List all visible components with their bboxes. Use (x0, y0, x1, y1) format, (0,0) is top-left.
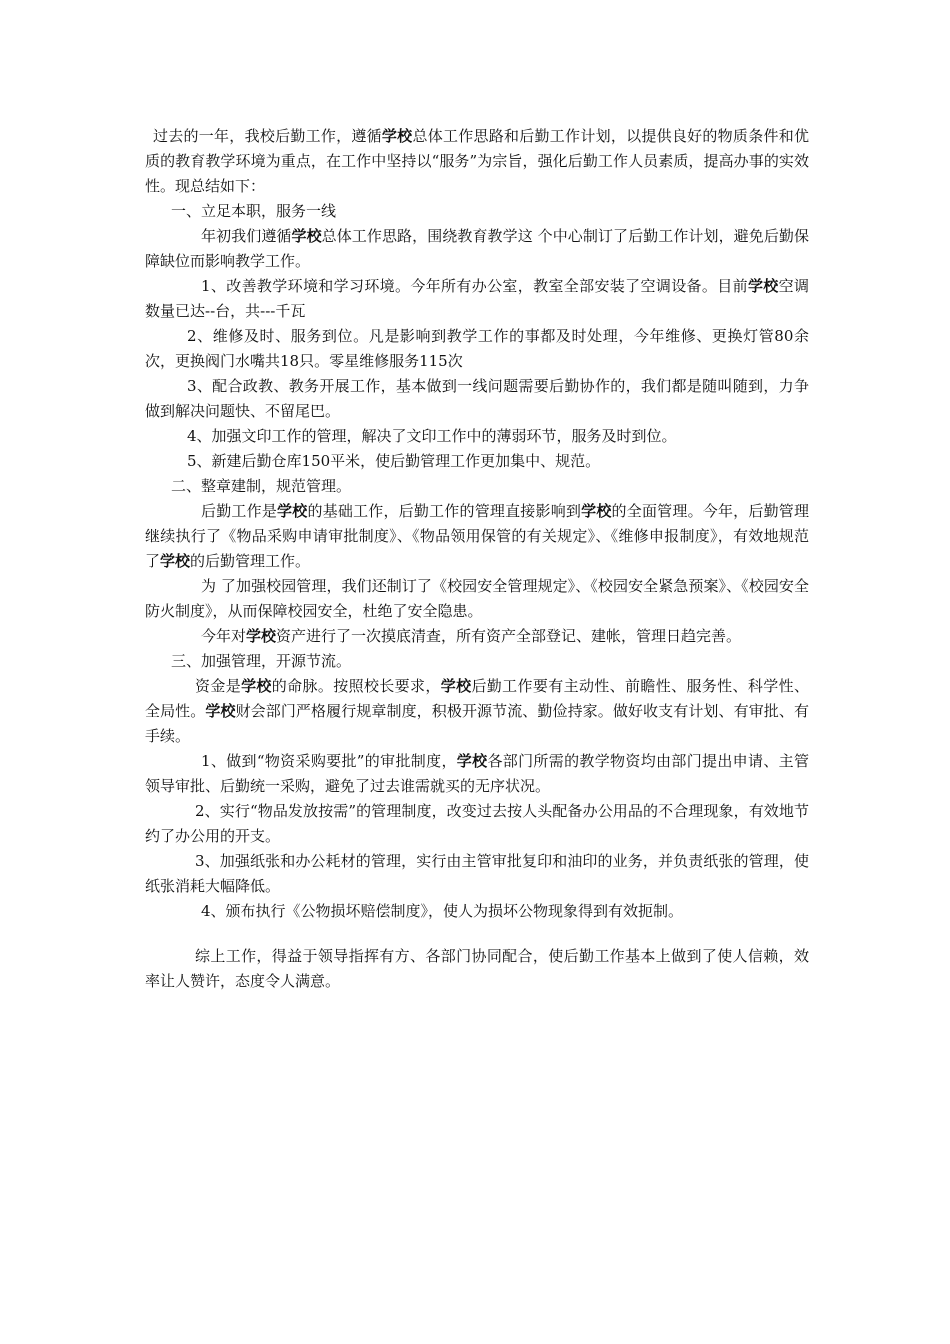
conclusion-paragraph: 综上工作，得益于领导指挥有方、各部门协同配合，使后勤工作基本上做到了使人信赖，效率让人赞许，态度令人满意。 (145, 947, 809, 990)
section1-item-5: 5、新建后勤仓库150平米，使后勤管理工作更加集中、规范。 (187, 452, 601, 470)
section-heading-2: 二、整章建制，规范管理。 (171, 477, 352, 495)
document-body (145, 124, 809, 994)
section2-paragraph-1: 后勤工作是学校的基础工作，后勤工作的管理直接影响到学校的全面管理。今年，后勤管理继续执行了《物品采购申请审批制度》、《物品领用保管的有关规定》、《维修申报制度》，有效地规范了学校的后勤管理工作。 (145, 502, 809, 570)
section2-paragraph-2: 为 了加强校园管理，我们还制订了《校园安全管理规定》、《校园安全紧急预案》、《校园安全防火制度》，从而保障校园安全，杜绝了安全隐患。 (145, 577, 809, 620)
section1-item-1: 1、改善教学环境和学习环境。今年所有办公室，教室全部安装了空调设备。目前学校空调数量已达--台，共---千瓦 (145, 277, 809, 320)
section2-paragraph-3: 今年对学校资产进行了一次摸底清查，所有资产全部登记、建帐，管理日趋完善。 (201, 627, 742, 645)
section1-item-3: 3、配合政教、教务开展工作，基本做到一线问题需要后勤协作的，我们都是随叫随到，力争做到解决问题快、不留尾巴。 (145, 377, 809, 420)
section1-item-2: 2、维修及时、服务到位。凡是影响到教学工作的事都及时处理，今年维修、更换灯管80余次，更换阀门水嘴共18只。零星维修服务115次 (145, 327, 809, 370)
section3-item-1: 1、做到“物资采购要批”的审批制度，学校各部门所需的教学物资均由部门提出申请、主管领导审批、后勤统一采购，避免了过去谁需就买的无序状况。 (145, 752, 809, 795)
paragraph-gap (145, 924, 809, 944)
section3-item-4: 4、颁布执行《公物损坏赔偿制度》，使人为损坏公物现象得到有效扼制。 (201, 902, 684, 920)
section1-paragraph: 年初我们遵循学校总体工作思路，围绕教育教学这 个中心制订了后勤工作计划，避免后勤保障缺位而影响教学工作。 (145, 227, 809, 270)
section3-paragraph: 资金是学校的命脉。按照校长要求，学校后勤工作要有主动性、前瞻性、服务性、科学性、全局性。学校财会部门严格履行规章制度，积极开源节流、勤俭持家。做好收支有计划、有审批、有手续。 (145, 677, 809, 745)
section3-item-3: 3、加强纸张和办公耗材的管理，实行由主管审批复印和油印的业务，并负责纸张的管理，使纸张消耗大幅降低。 (145, 852, 809, 895)
section-heading-1: 一、立足本职，服务一线 (171, 202, 337, 220)
intro-paragraph: 过去的一年，我校后勤工作，遵循学校总体工作思路和后勤工作计划，以提供良好的物质条件和优质的教育教学环境为重点，在工作中坚持以“服务”为宗旨，强化后勤工作人员素质，提高办事的实效性。现总结如下： (145, 127, 809, 195)
section-heading-3: 三、加强管理，开源节流。 (171, 652, 352, 670)
section3-item-2: 2、实行“物品发放按需”的管理制度，改变过去按人头配备办公用品的不合理现象，有效地节约了办公用的开支。 (145, 802, 809, 845)
section1-item-4: 4、加强文印工作的管理，解决了文印工作中的薄弱环节，服务及时到位。 (187, 427, 677, 445)
